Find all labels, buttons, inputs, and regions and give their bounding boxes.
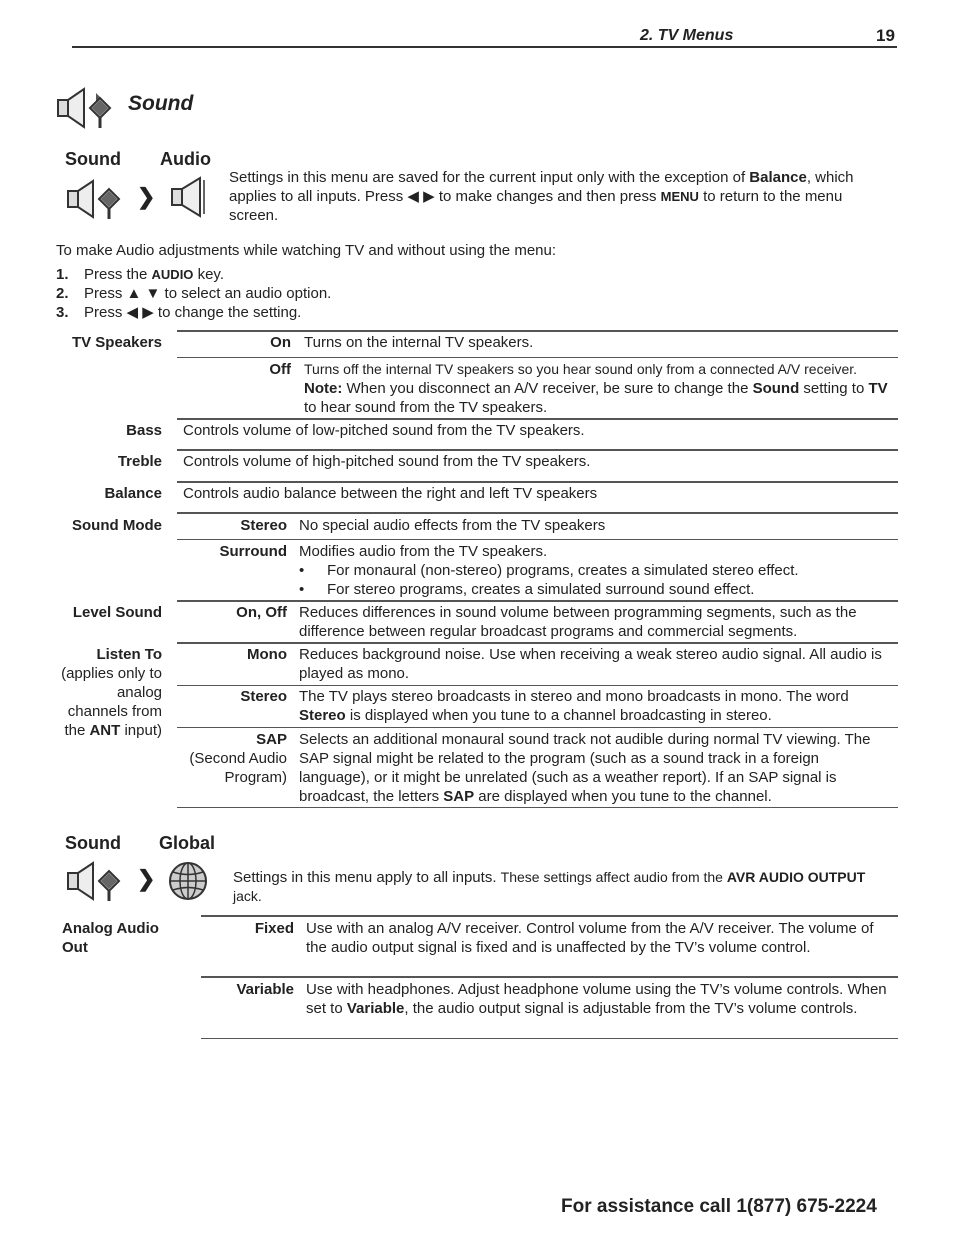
sound-menu-icon bbox=[66, 178, 124, 220]
label-analog-audio-out: Analog Audio Out bbox=[62, 920, 159, 956]
desc-sap: Selects an additional monaural sound track not audible during normal TV viewing. The SAP signal might be related to the program (such as a sound track in a foreign language), or it might be unrelated (such as a weather report). If an SAP signal is broadcast, the letters SAP are displayed when you tune to the channel. bbox=[299, 731, 871, 805]
section-title: 2. TV Menus bbox=[640, 27, 734, 44]
label-listen-to: Listen To (applies only to analog channels from the ANT input) bbox=[61, 646, 162, 739]
crumb-global: Global bbox=[159, 833, 216, 853]
step-1: 1. Press the AUDIO key. bbox=[56, 266, 224, 283]
sound-menu-icon bbox=[66, 860, 124, 902]
page-number: 19 bbox=[876, 26, 895, 45]
table-rule bbox=[177, 600, 898, 602]
table-rule bbox=[177, 418, 898, 420]
desc-bass: Controls volume of low-pitched sound from the TV speakers. bbox=[183, 422, 585, 439]
label-bass: Bass bbox=[126, 422, 162, 439]
option-off: Off bbox=[269, 361, 291, 378]
label-balance: Balance bbox=[104, 485, 162, 502]
desc-treble: Controls volume of high-pitched sound from the TV speakers. bbox=[183, 453, 591, 470]
label-level-sound: Level Sound bbox=[72, 604, 162, 621]
desc-surround: Modifies audio from the TV speakers. • For monaural (non-stereo) programs, creates a simulated stereo effect. • For stereo programs, creates a simulated surround sound effect. bbox=[299, 542, 889, 599]
steps-list bbox=[56, 265, 331, 322]
desc-mono: Reduces background noise. Use when receiving a weak stereo audio signal. All audio is played as mono. bbox=[299, 646, 882, 682]
option-fixed: Fixed bbox=[254, 920, 294, 937]
option-on: On bbox=[270, 334, 291, 351]
crumb-sound: Sound bbox=[65, 149, 121, 169]
table-rule bbox=[177, 807, 898, 808]
table-rule bbox=[177, 449, 898, 451]
option-on-off: On, Off bbox=[236, 604, 287, 621]
header-rule bbox=[72, 46, 897, 48]
desc-variable: Use with headphones. Adjust headphone volume using the TV’s volume controls. When set to Variable, the audio output signal is adjustable from the TV’s volume controls. bbox=[306, 981, 887, 1017]
speaker-icon bbox=[170, 176, 208, 218]
table-rule bbox=[201, 976, 898, 978]
table-rule bbox=[177, 512, 898, 514]
desc-stereo: No special audio effects from the TV speakers bbox=[299, 517, 606, 534]
assistance-footer: For assistance call 1(877) 675-2224 bbox=[561, 1196, 877, 1217]
chevron-right-icon: ❯ bbox=[137, 184, 156, 209]
speaker-dpad-icon bbox=[56, 86, 116, 130]
option-stereo-listen: Stereo bbox=[240, 688, 287, 705]
desc-balance: Controls audio balance between the right and left TV speakers bbox=[183, 485, 598, 502]
globe-icon bbox=[167, 860, 209, 902]
table-rule bbox=[177, 481, 898, 483]
table-rule bbox=[201, 1038, 898, 1039]
table-rule bbox=[177, 727, 898, 728]
desc-off: Turns off the internal TV speakers so you hear sound only from a connected A/V receiver. Note: When you disconnect an A/V receiver, be sure to change the Sound setting to TV to hear sound from the TV speakers. bbox=[304, 361, 888, 416]
label-sound-mode: Sound Mode bbox=[72, 517, 162, 534]
chevron-right-icon: ❯ bbox=[137, 866, 156, 891]
option-mono: Mono bbox=[247, 646, 287, 663]
option-sap: SAP (Second Audio Program) bbox=[189, 731, 287, 786]
quick-intro: To make Audio adjustments while watching TV and without using the menu: bbox=[56, 242, 557, 259]
option-stereo: Stereo bbox=[240, 517, 287, 534]
option-variable: Variable bbox=[236, 981, 294, 998]
bullet-item: • For stereo programs, creates a simulated surround sound effect. bbox=[299, 580, 889, 599]
table-rule bbox=[177, 685, 898, 686]
crumb-audio: Audio bbox=[160, 149, 211, 169]
audio-intro: Settings in this menu are saved for the current input only with the exception of Balance, which applies to all inputs. Press ◀ ▶ to make changes and then press MENU to return to the menu screen. bbox=[229, 169, 854, 224]
step-3: 3. Press ◀ ▶ to change the setting. bbox=[56, 304, 302, 321]
bullet-item: • For monaural (non-stereo) programs, creates a simulated stereo effect. bbox=[299, 561, 889, 580]
step-2: 2. Press ▲ ▼ to select an audio option. bbox=[56, 285, 332, 302]
label-treble: Treble bbox=[117, 453, 162, 470]
global-intro: Settings in this menu apply to all inputs. These settings affect audio from the AVR AUDIO OUTPUT jack. bbox=[233, 869, 866, 904]
page-heading: Sound bbox=[128, 92, 194, 115]
table-rule bbox=[177, 539, 898, 540]
option-surround: Surround bbox=[219, 543, 287, 560]
table-rule bbox=[177, 357, 898, 358]
desc-fixed: Use with an analog A/V receiver. Control volume from the A/V receiver. The volume of the audio output signal is fixed and is unaffected by the TV’s volume control. bbox=[306, 920, 874, 956]
table-rule bbox=[177, 330, 898, 332]
crumb-sound-global: Sound bbox=[65, 833, 121, 853]
desc-on: Turns on the internal TV speakers. bbox=[304, 334, 534, 351]
table-rule bbox=[177, 642, 898, 644]
table-rule bbox=[201, 915, 898, 917]
desc-level-sound: Reduces differences in sound volume between programming segments, such as the difference between regular broadcast programs and commercial segments. bbox=[299, 604, 857, 640]
label-tv-speakers: TV Speakers bbox=[71, 334, 162, 351]
desc-stereo-listen: The TV plays stereo broadcasts in stereo and mono broadcasts in mono. The word Stereo is displayed when you tune to a channel broadcasting in stereo. bbox=[299, 688, 849, 724]
